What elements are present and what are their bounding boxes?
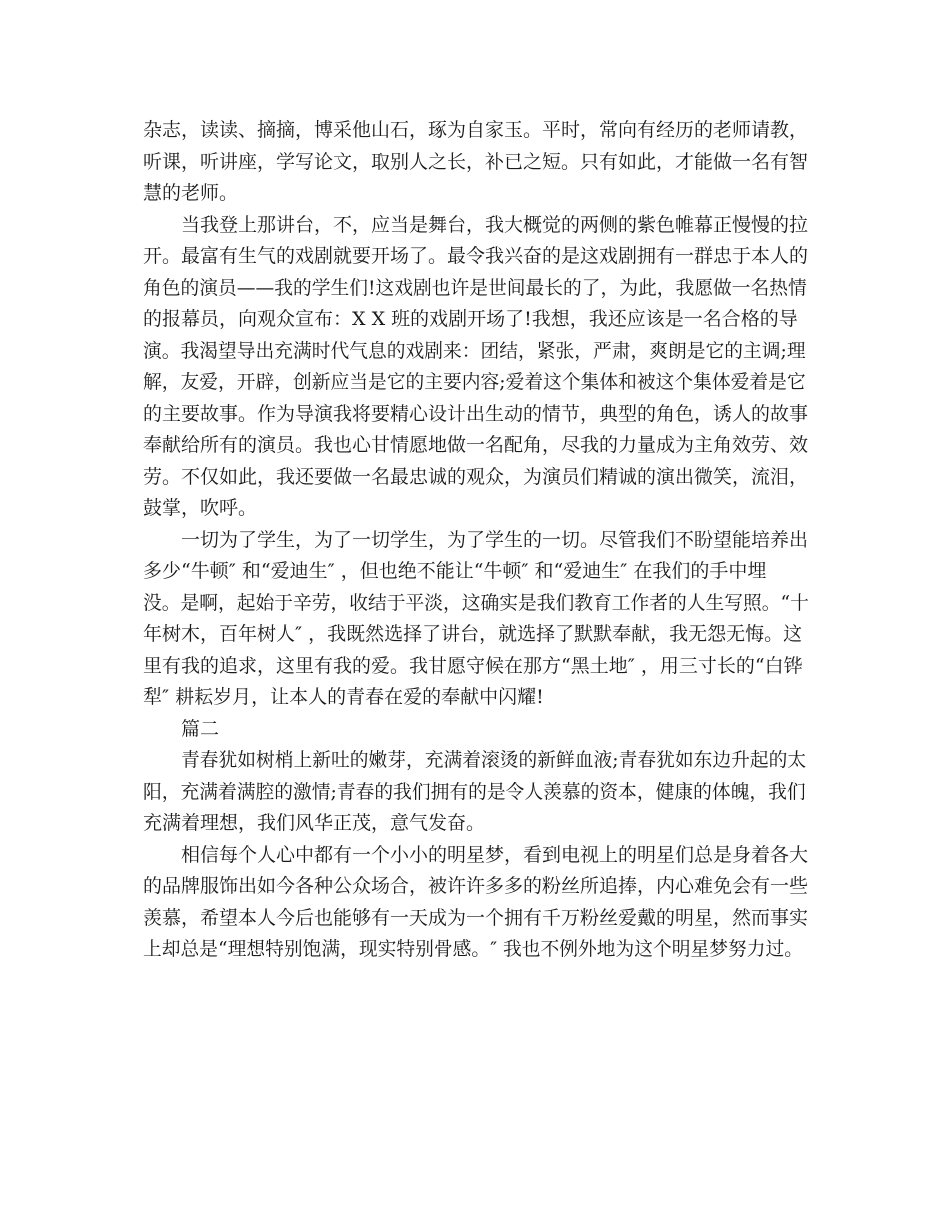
text-line: 的报幕员，向观众宣布：X X 班的戏剧开场了!我想，我还应该是一名合格的导 <box>143 308 798 330</box>
paragraph-start-line: 相信每个人心中都有一个小小的明星梦，看到电视上的明星们总是身着各大 <box>181 843 809 866</box>
text-line: 阳，充满着满腔的激情;青春的我们拥有的是令人羡慕的资本，健康的体魄，我们 <box>143 781 806 803</box>
text-line: 解，友爱，开辟，创新应当是它的主要内容;爱着这个集体和被这个集体爱着是它 <box>143 372 806 393</box>
text-line: 鼓掌，吹呼。 <box>143 497 258 519</box>
text-line: 充满着理想，我们风华正茂，意气发奋。 <box>143 812 486 834</box>
document-body <box>143 115 809 966</box>
text-line: 劳。不仅如此，我还要做一名最忠诚的观众，为演员们精诚的演出微笑，流泪， <box>143 465 809 488</box>
text-line: 多少“牛顿″ 和“爱迪生″ ，但也绝不能让“牛顿″ 和“爱迪生″ 在我们的手中埋 <box>143 560 767 582</box>
text-line: 羡慕，希望本人今后也能够有一天成为一个拥有千万粉丝爱戴的明星，然而事实 <box>143 906 809 929</box>
text-line: 年树木，百年树人″ ，我既然选择了讲台，就选择了默默奉献，我无怨无悔。这 <box>143 623 803 645</box>
text-line: 的主要故事。作为导演我将要精心设计出生动的情节，典型的角色，诱人的故事 <box>143 402 809 425</box>
paragraph-start-line: 一切为了学生，为了一切学生，为了学生的一切。尽管我们不盼望能培养出 <box>181 528 809 551</box>
text-line: 上却总是“理想特别饱满，现实特别骨感。″ 我也不例外地为这个明星梦努力过。 <box>143 939 804 960</box>
text-line: 演。我渴望导出充满时代气息的戏剧来：团结，紧张，严肃，爽朗是它的主调;理 <box>143 340 806 362</box>
text-line: 奉献给所有的演员。我也心甘情愿地做一名配角，尽我的力量成为主角效劳、效 <box>143 434 809 456</box>
text-line: 开。最富有生气的戏剧就要开场了。最令我兴奋的是这戏剧拥有一群忠于本人的 <box>143 245 809 267</box>
paragraph-start-line: 青春犹如树梢上新吐的嫩芽，充满着滚烫的新鲜血液;青春犹如东边升起的太 <box>181 750 807 771</box>
text-line: 的品牌服饰出如今各种公众场合，被许许多多的粉丝所追捧，内心难免会有一些 <box>143 875 809 897</box>
text-line: 慧的老师。 <box>143 182 239 204</box>
section-heading: 篇二 <box>181 717 220 740</box>
text-line: 没。是啊，起始于辛劳，收结于平淡，这确实是我们教育工作者的人生写照。“十 <box>143 592 809 614</box>
paragraph-start-line: 当我登上那讲台，不，应当是舞台，我大概觉的两侧的紫色帷幕正慢慢的拉 <box>181 213 809 236</box>
text-line: 杂志，读读、摘摘，博采他山石，琢为自家玉。平时，常向有经历的老师请教， <box>143 119 809 141</box>
text-line: 里有我的追求，这里有我的爱。我甘愿守候在那方“黑土地″ ，用三寸长的“白铧 <box>143 654 803 677</box>
text-line: 角色的演员——我的学生们!这戏剧也许是世间最长的了，为此，我愿做一名热情 <box>143 277 807 299</box>
text-line: 听课，听讲座，学写论文，取别人之长，补已之短。只有如此，才能做一名有智 <box>143 150 809 173</box>
text-line: 犁″ 耕耘岁月，让本人的青春在爱的奉献中闪耀! <box>143 686 544 708</box>
